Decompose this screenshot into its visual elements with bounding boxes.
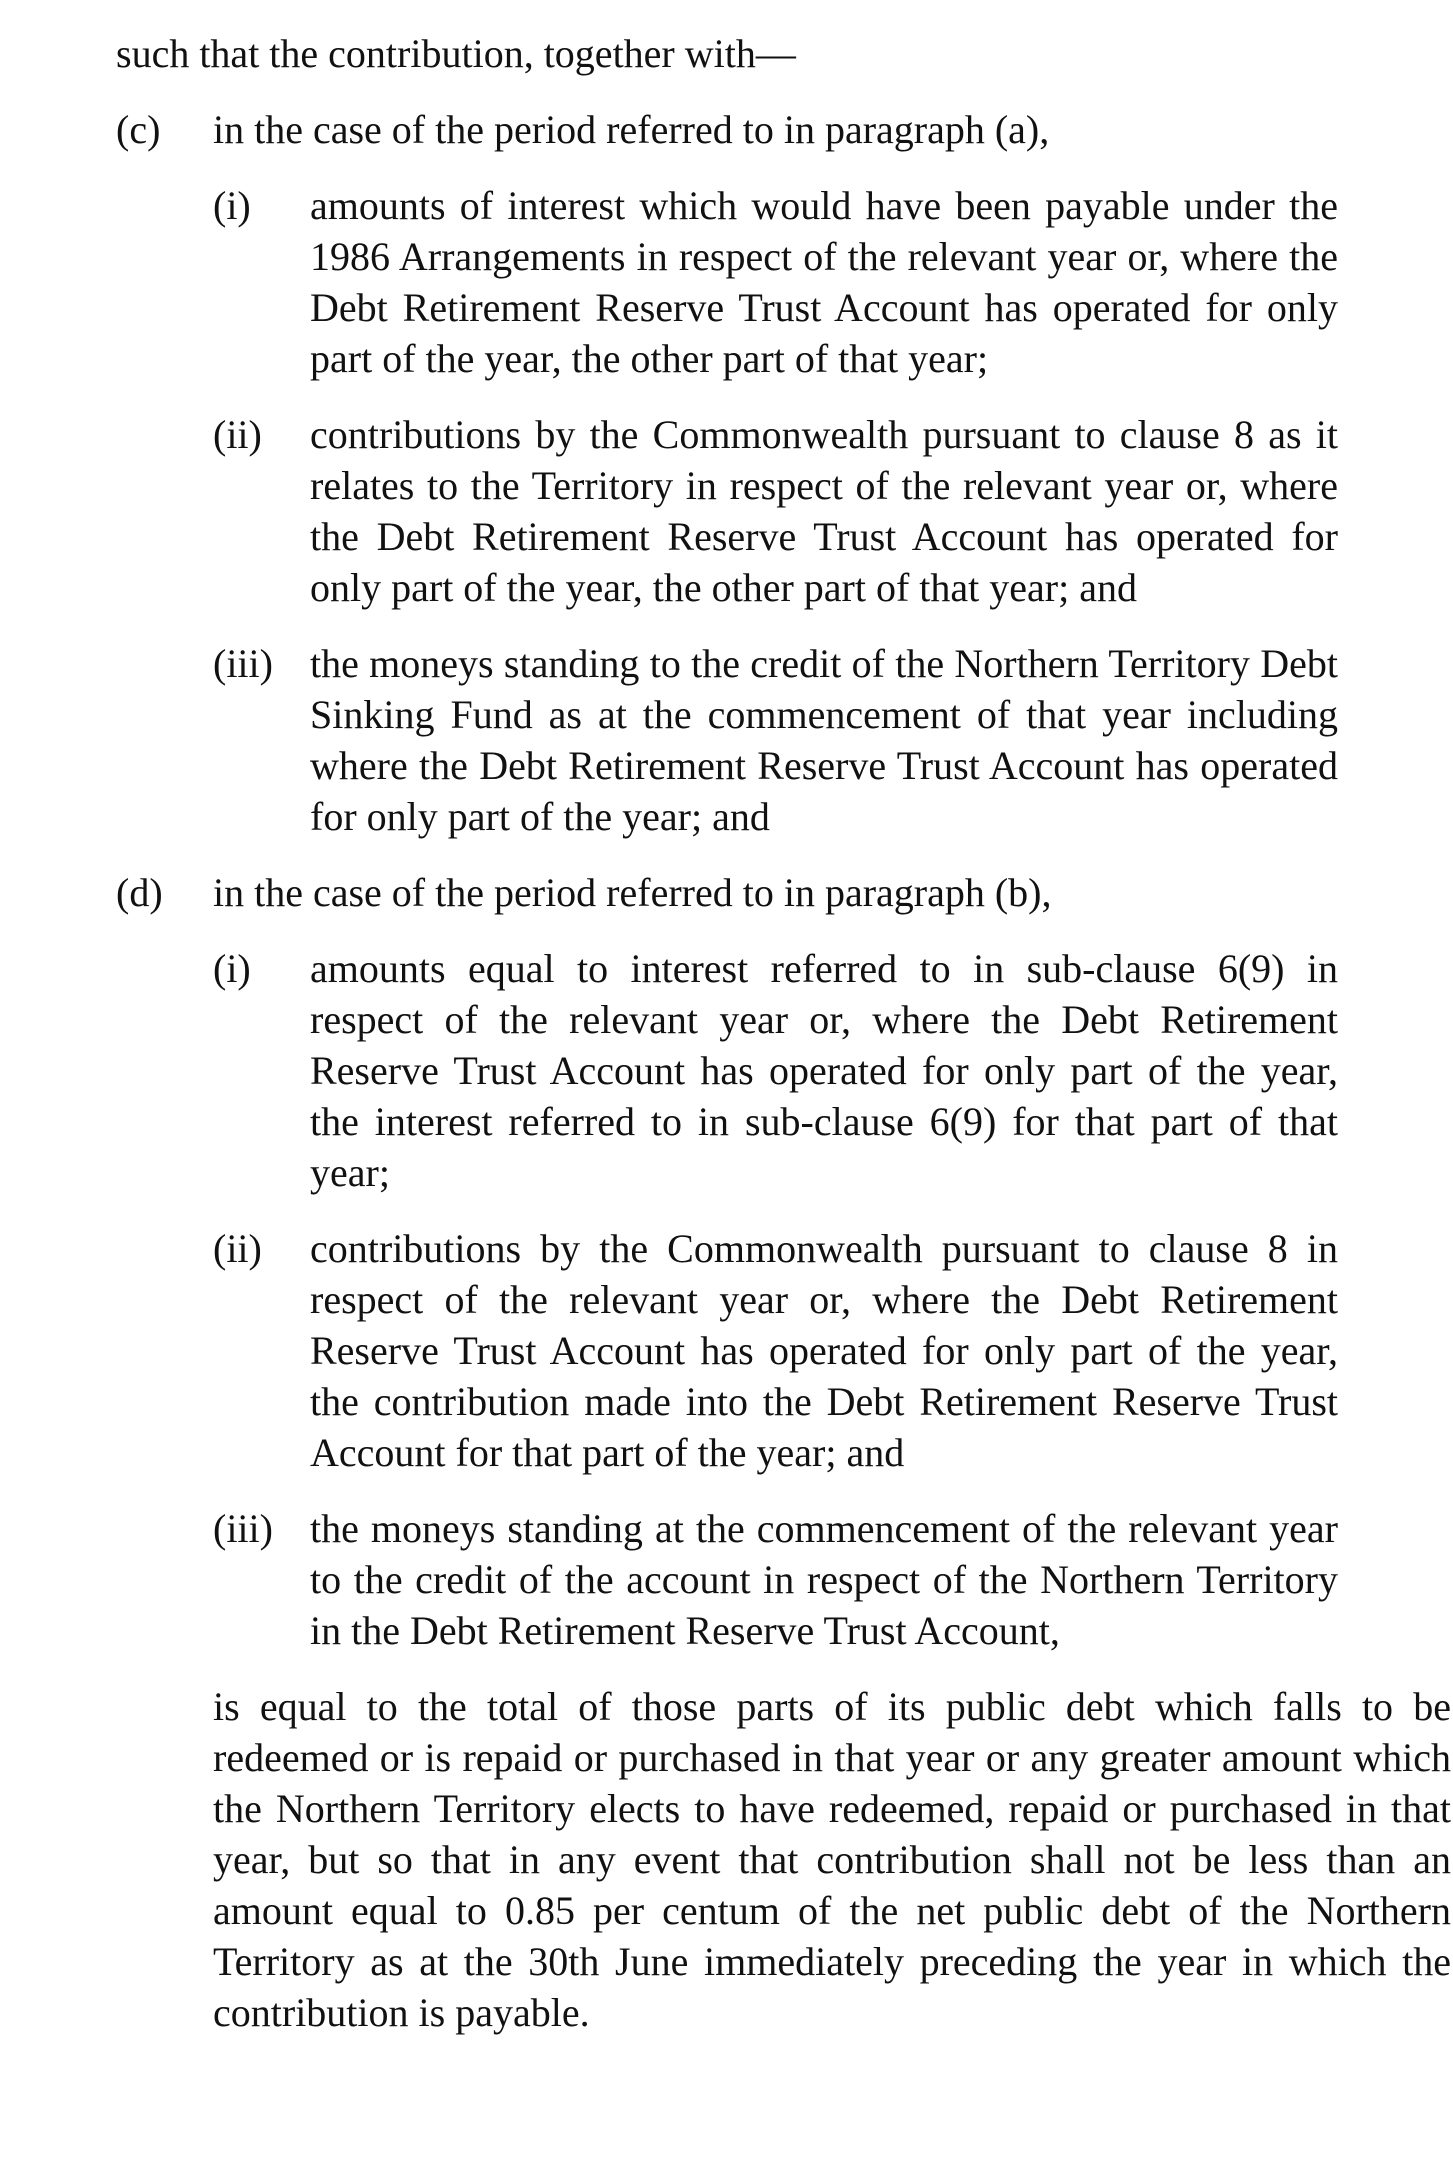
subparagraph-text: amounts of interest which would have been payable under the 1986 Arrangements in respect of the relevant year or, where the Debt Retirement Reserve Trust Account has operated for only part of the year, the other part of that year;: [310, 183, 1338, 381]
subparagraph-c-i: [213, 180, 1338, 384]
paragraph-text: in the case of the period referred to in paragraph (b),: [213, 870, 1052, 915]
document-page: [116, 28, 1451, 2038]
paragraph-d: [116, 867, 1436, 1656]
subparagraph-text: contributions by the Commonwealth pursuant to clause 8 as it relates to the Territory in respect of the relevant year or, where the Debt Retirement Reserve Trust Account has operated for only part of the year, the other part of that year; and: [310, 412, 1338, 610]
subparagraph-d-i: [213, 943, 1338, 1198]
subparagraph-text: amounts equal to interest referred to in sub-clause 6(9) in respect of the relevant year or, where the Debt Retirement Reserve Trust Account has operated for only part of the year, the interest referred to in sub-clause 6(9) for that part of that year;: [310, 946, 1338, 1195]
subparagraph-list: [213, 943, 1435, 1656]
subparagraph-label: (iii): [213, 641, 273, 686]
paragraph-label: (c): [116, 107, 161, 152]
paragraph-text: in the case of the period referred to in paragraph (a),: [213, 107, 1050, 152]
subparagraph-label: (ii): [213, 1226, 262, 1271]
subparagraph-text: the moneys standing at the commencement of the relevant year to the credit of the account in respect of the Northern Territory in the Debt Retirement Reserve Trust Account,: [310, 1506, 1338, 1653]
subparagraph-label: (i): [213, 946, 251, 991]
paragraph-body: [213, 867, 1435, 1656]
subparagraph-d-ii: [213, 1223, 1338, 1478]
subparagraph-text: contributions by the Commonwealth pursuant to clause 8 in respect of the relevant year or, where the Debt Retirement Reserve Trust Account has operated for only part of the year, the contribution made into the Debt Retirement Reserve Trust Account for that part of the year; and: [310, 1226, 1338, 1475]
paragraph-c: [116, 104, 1436, 842]
subparagraph-d-iii: [213, 1503, 1338, 1656]
subparagraph-label: (ii): [213, 412, 262, 457]
subparagraph-label: (i): [213, 183, 251, 228]
intro-text: such that the contribution, together with—: [116, 31, 796, 76]
closing-text: is equal to the total of those parts of its public debt which falls to be redeemed or is repaid or purchased in that year or any greater amount which the Northern Territory elects to have redeemed, repaid or purchased in that year, but so that in any event that contribution shall not be less than an amount equal to 0.85 per centum of the net public debt of the Northern Territory as at the 30th June immediately preceding the year in which the contribution is payable.: [213, 1684, 1451, 2035]
subparagraph-list: [213, 180, 1435, 842]
paragraph-label: (d): [116, 870, 163, 915]
paragraph-body: [213, 104, 1435, 842]
subparagraph-c-ii: [213, 409, 1338, 613]
subparagraph-text: the moneys standing to the credit of the Northern Territory Debt Sinking Fund as at the commencement of that year including where the Debt Retirement Reserve Trust Account has operated for only part of the year; and: [310, 641, 1338, 839]
subparagraph-label: (iii): [213, 1506, 273, 1551]
subparagraph-c-iii: [213, 638, 1338, 842]
